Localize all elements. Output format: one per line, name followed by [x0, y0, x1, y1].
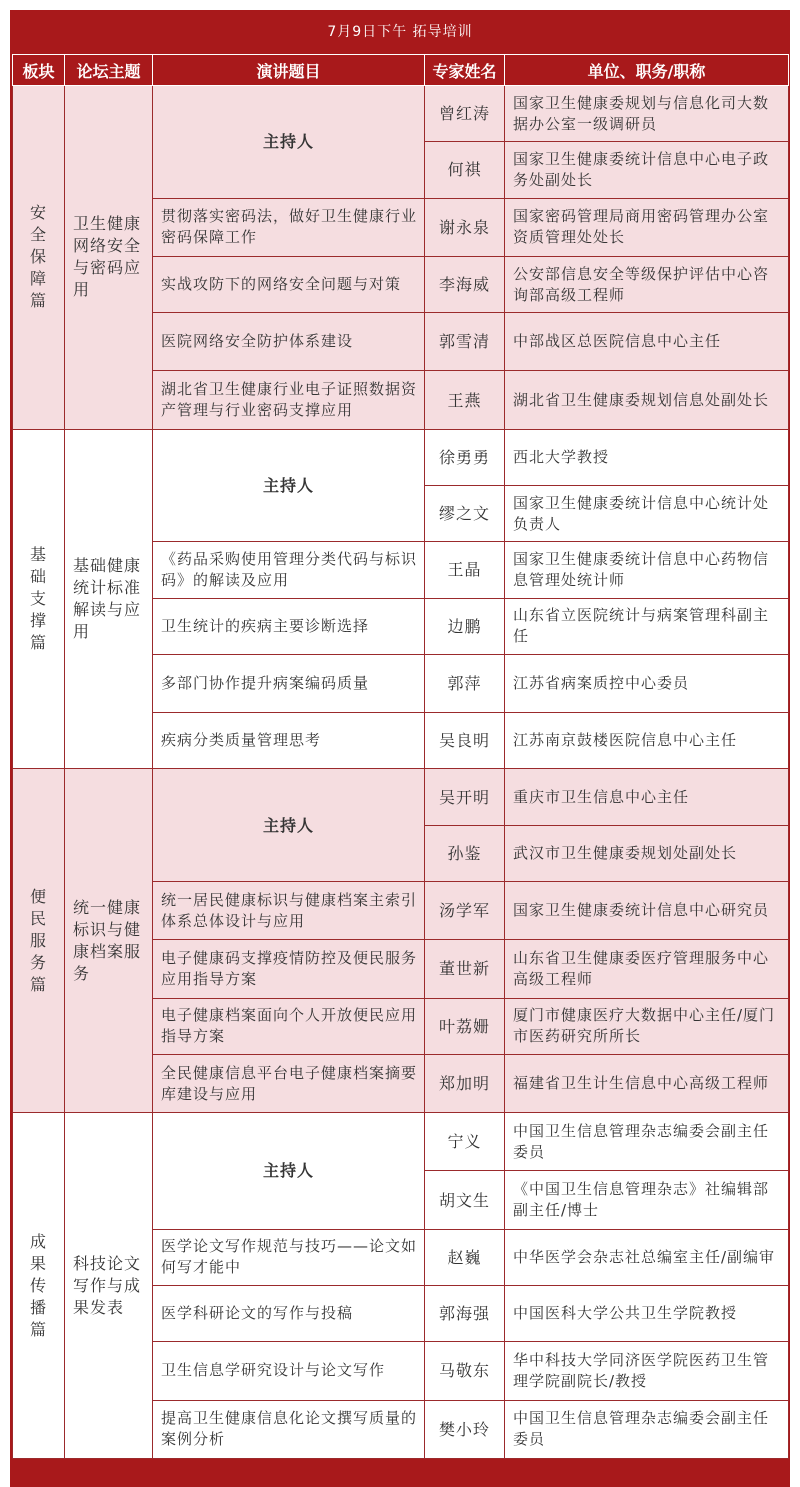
talk-title: 贯彻落实密码法，做好卫生健康行业密码保障工作 [153, 198, 425, 256]
host-org: 武汉市卫生健康委规划处副处长 [505, 825, 789, 881]
talk-title: 提高卫生健康信息化论文撰写质量的案例分析 [153, 1400, 425, 1458]
host-name: 缪之文 [425, 486, 505, 542]
talk-title: 电子健康码支撑疫情防控及便民服务应用指导方案 [153, 940, 425, 998]
host-label: 主持人 [153, 429, 425, 542]
talk-title: 疾病分类质量管理思考 [153, 713, 425, 769]
schedule-table [12, 54, 789, 1459]
expert-org: 江苏省病案质控中心委员 [505, 654, 789, 712]
section-theme: 基础健康统计标准解读与应用 [65, 429, 153, 769]
host-org: 中国卫生信息管理杂志编委会副主任委员 [505, 1113, 789, 1171]
expert-name: 郭雪清 [425, 313, 505, 371]
host-name: 宁义 [425, 1113, 505, 1171]
expert-org: 福建省卫生计生信息中心高级工程师 [505, 1054, 789, 1112]
header-org: 单位、职务/职称 [505, 55, 789, 86]
expert-org: 山东省卫生健康委医疗管理服务中心高级工程师 [505, 940, 789, 998]
expert-org: 中部战区总医院信息中心主任 [505, 313, 789, 371]
header-theme: 论坛主题 [65, 55, 153, 86]
section-block: 成果传播篇 [13, 1113, 65, 1459]
talk-title: 医院网络安全防护体系建设 [153, 313, 425, 371]
header-row [13, 55, 789, 86]
section-theme: 卫生健康网络安全与密码应用 [65, 86, 153, 430]
expert-name: 郭海强 [425, 1286, 505, 1342]
expert-org: 湖北省卫生健康委规划信息处副处长 [505, 371, 789, 429]
expert-org: 华中科技大学同济医学院医药卫生管理学院副院长/教授 [505, 1342, 789, 1400]
section-theme: 科技论文写作与成果发表 [65, 1113, 153, 1459]
expert-org: 国家卫生健康委统计信息中心药物信息管理处统计师 [505, 542, 789, 598]
expert-org: 中华医学会杂志社总编室主任/副编审 [505, 1229, 789, 1285]
expert-org: 江苏南京鼓楼医院信息中心主任 [505, 713, 789, 769]
expert-org: 中国卫生信息管理杂志编委会副主任委员 [505, 1400, 789, 1458]
talk-title: 实战攻防下的网络安全问题与对策 [153, 256, 425, 312]
expert-org: 公安部信息安全等级保护评估中心咨询部高级工程师 [505, 256, 789, 312]
talk-title: 《药品采购使用管理分类代码与标识码》的解读及应用 [153, 542, 425, 598]
expert-name: 王燕 [425, 371, 505, 429]
expert-org: 国家卫生健康委统计信息中心研究员 [505, 882, 789, 940]
host-org: 国家卫生健康委规划与信息化司大数据办公室一级调研员 [505, 86, 789, 142]
talk-title: 统一居民健康标识与健康档案主索引体系总体设计与应用 [153, 882, 425, 940]
expert-name: 汤学军 [425, 882, 505, 940]
host-label: 主持人 [153, 1113, 425, 1230]
header-talk: 演讲题目 [153, 55, 425, 86]
section-block: 便民服务篇 [13, 769, 65, 1113]
host-org: 西北大学教授 [505, 429, 789, 485]
host-org: 国家卫生健康委统计信息中心统计处负责人 [505, 486, 789, 542]
header-expert: 专家姓名 [425, 55, 505, 86]
host-row [13, 769, 789, 825]
section-theme: 统一健康标识与健康档案服务 [65, 769, 153, 1113]
expert-org: 国家密码管理局商用密码管理办公室资质管理处处长 [505, 198, 789, 256]
expert-name: 郭萍 [425, 654, 505, 712]
host-name: 胡文生 [425, 1171, 505, 1229]
talk-title: 湖北省卫生健康行业电子证照数据资产管理与行业密码支撑应用 [153, 371, 425, 429]
talk-title: 卫生统计的疾病主要诊断选择 [153, 598, 425, 654]
expert-name: 谢永泉 [425, 198, 505, 256]
talk-title: 医学论文写作规范与技巧——论文如何写才能中 [153, 1229, 425, 1285]
expert-name: 董世新 [425, 940, 505, 998]
host-org: 国家卫生健康委统计信息中心电子政务处副处长 [505, 142, 789, 198]
host-row [13, 1113, 789, 1171]
host-name: 孙鉴 [425, 825, 505, 881]
host-org: 重庆市卫生信息中心主任 [505, 769, 789, 825]
expert-name: 李海威 [425, 256, 505, 312]
schedule-frame [10, 10, 790, 1487]
host-name: 曾红涛 [425, 86, 505, 142]
expert-name: 吴良明 [425, 713, 505, 769]
host-name: 徐勇勇 [425, 429, 505, 485]
host-org: 《中国卫生信息管理杂志》社编辑部副主任/博士 [505, 1171, 789, 1229]
host-label: 主持人 [153, 769, 425, 882]
expert-name: 樊小玲 [425, 1400, 505, 1458]
host-row [13, 429, 789, 485]
expert-name: 马敬东 [425, 1342, 505, 1400]
host-row [13, 86, 789, 142]
expert-org: 中国医科大学公共卫生学院教授 [505, 1286, 789, 1342]
host-label: 主持人 [153, 86, 425, 199]
expert-org: 厦门市健康医疗大数据中心主任/厦门市医药研究所所长 [505, 998, 789, 1054]
expert-name: 边鹏 [425, 598, 505, 654]
expert-name: 叶荔姗 [425, 998, 505, 1054]
talk-title: 全民健康信息平台电子健康档案摘要库建设与应用 [153, 1054, 425, 1112]
header-block: 板块 [13, 55, 65, 86]
talk-title: 电子健康档案面向个人开放便民应用指导方案 [153, 998, 425, 1054]
expert-org: 山东省立医院统计与病案管理科副主任 [505, 598, 789, 654]
host-name: 何祺 [425, 142, 505, 198]
schedule-title: 7月9日下午 拓导培训 [327, 24, 473, 40]
expert-name: 王晶 [425, 542, 505, 598]
talk-title: 卫生信息学研究设计与论文写作 [153, 1342, 425, 1400]
host-name: 吴开明 [425, 769, 505, 825]
expert-name: 赵巍 [425, 1229, 505, 1285]
section-block: 安全保障篇 [13, 86, 65, 430]
section-block: 基础支撑篇 [13, 429, 65, 769]
talk-title: 多部门协作提升病案编码质量 [153, 654, 425, 712]
talk-title: 医学科研论文的写作与投稿 [153, 1286, 425, 1342]
expert-name: 郑加明 [425, 1054, 505, 1112]
